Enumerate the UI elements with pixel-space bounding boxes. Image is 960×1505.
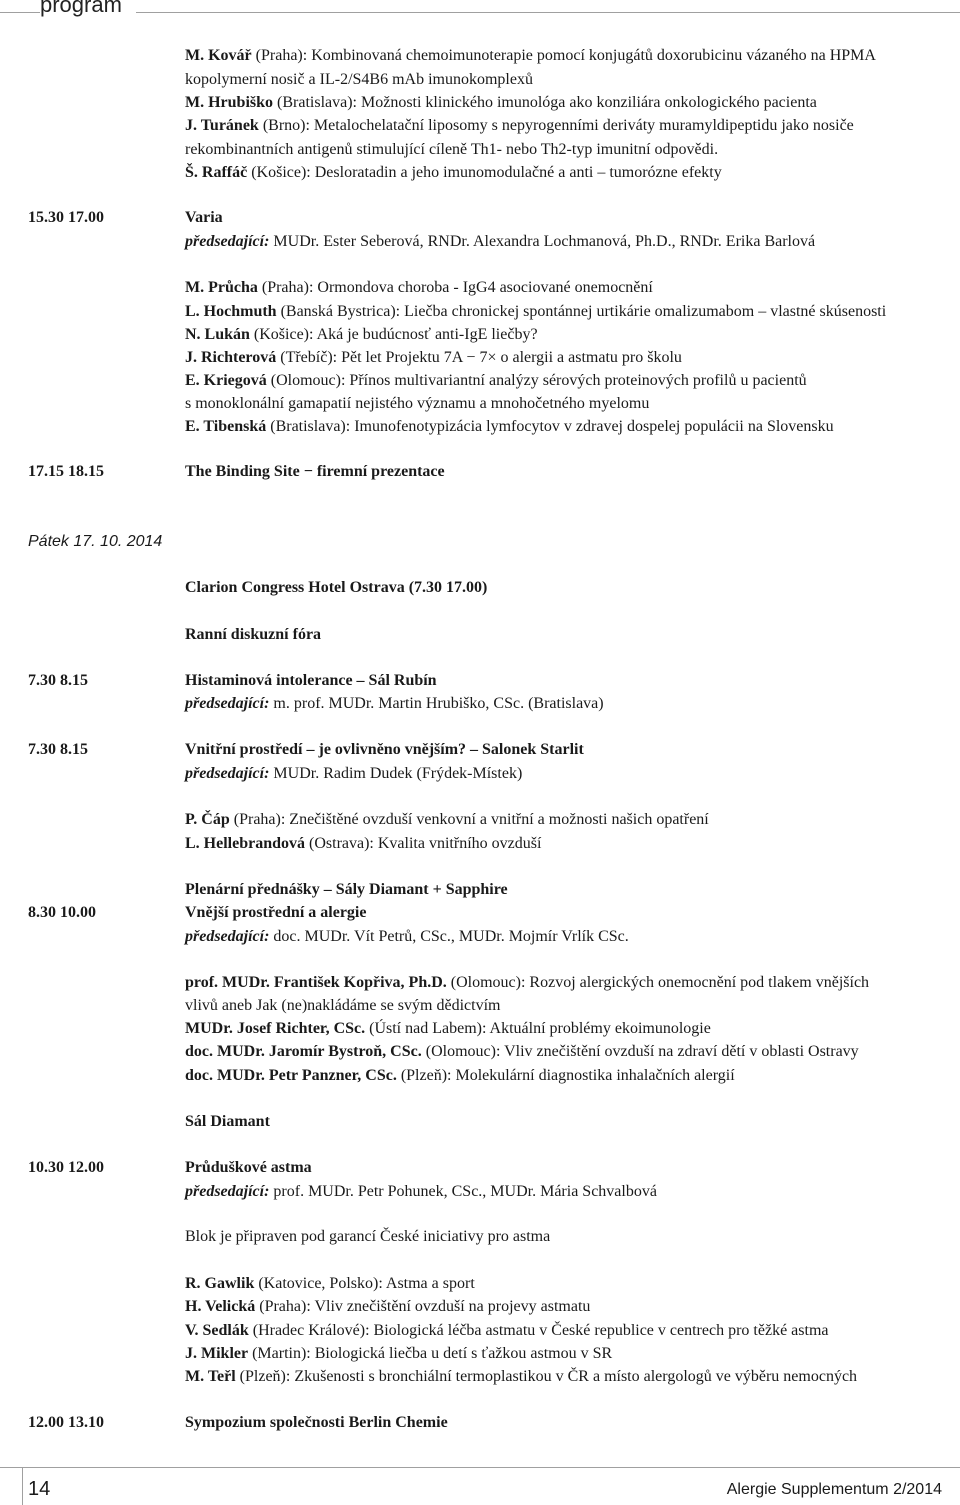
- program-line: [185, 1344, 612, 1364]
- chair-line: [185, 232, 815, 252]
- speaker-name: J. Turánek: [185, 117, 259, 134]
- session-title: Histaminová intolerance – Sál Rubín: [185, 672, 437, 689]
- program-line: [185, 93, 817, 113]
- program-line: [185, 1019, 711, 1039]
- section-heading: [185, 625, 321, 645]
- section-heading: [185, 1112, 270, 1132]
- chair-line: [185, 927, 629, 947]
- session-title: Sympozium společnosti Berlin Chemie: [185, 1414, 448, 1431]
- speaker-name: M. Průcha: [185, 279, 258, 296]
- program-line: [185, 70, 533, 90]
- chair-line: [185, 694, 604, 714]
- line-text: (Katovice, Polsko): Astma a sport: [254, 1275, 475, 1292]
- line-text: kopolymerní nosič a IL-2/S4B6 mAb imunokomplexů: [185, 71, 533, 88]
- program-line: [185, 1367, 857, 1387]
- speaker-name: P. Čáp: [185, 811, 230, 828]
- line-text: (Banská Bystrica): Liečba chronickej spontánnej urtikárie omalizumabom – vlastné skúsenosti: [276, 303, 887, 320]
- speaker-name: Ranní diskuzní fóra: [185, 626, 322, 643]
- speaker-name: H. Velická: [185, 1298, 256, 1315]
- session-time: 12.00 13.10: [28, 1414, 104, 1431]
- line-text: (Praha): Vliv znečištění ovzduší na projevy astmatu: [255, 1298, 591, 1315]
- line-text: (Olomouc): Vliv znečištění ovzduší na zdraví dětí v oblasti Ostravy: [421, 1043, 859, 1060]
- program-line: [185, 394, 649, 414]
- line-text: MUDr. Ester Seberová, RNDr. Alexandra Lochmanová, Ph.D., RNDr. Erika Barlová: [269, 233, 816, 250]
- line-text: rekombinantních antigenů stimulující cíleně Th1- nebo Th2-typ imunitní odpovědi.: [185, 141, 719, 158]
- page-number: 14: [28, 1478, 51, 1500]
- program-line: [185, 163, 722, 183]
- speaker-name: M. Kovář: [185, 47, 252, 64]
- speaker-name: Š. Raffáč: [185, 164, 248, 181]
- session-time: 15.30 17.00: [28, 209, 104, 226]
- chair-label: předsedající:: [185, 695, 270, 712]
- section-heading: [185, 880, 508, 900]
- speaker-name: R. Gawlik: [185, 1275, 255, 1292]
- speaker-name: Clarion Congress Hotel Ostrava (7.30 17.00): [185, 579, 488, 596]
- line-text: m. prof. MUDr. Martin Hrubiško, CSc. (Bratislava): [269, 695, 604, 712]
- line-text: (Olomouc): Přínos multivariantní analýzy sérových proteinových profilů u pacientů: [266, 372, 807, 389]
- line-text: Blok je připraven pod garancí České iniciativy pro astma: [185, 1228, 551, 1245]
- speaker-name: Plenární přednášky – Sály Diamant + Sapphire: [185, 881, 508, 898]
- line-text: vlivů aneb Jak (ne)nakládáme se svým dědictvím: [185, 997, 501, 1014]
- line-text: (Brno): Metalochelatační liposomy s nepyrogenními deriváty muramyldipeptidu jako nosiče: [258, 117, 854, 134]
- speaker-name: J. Richterová: [185, 349, 277, 366]
- program-line: [185, 1066, 735, 1086]
- program-line: [185, 1297, 590, 1317]
- speaker-name: doc. MUDr. Jaromír Bystroň, CSc.: [185, 1043, 422, 1060]
- speaker-name: J. Mikler: [185, 1345, 249, 1362]
- line-text: (Ostrava): Kvalita vnitřního ovzduší: [305, 835, 542, 852]
- program-line: [185, 325, 538, 345]
- program-line: [185, 1274, 475, 1294]
- line-text: MUDr. Radim Dudek (Frýdek-Místek): [269, 765, 523, 782]
- line-text: doc. MUDr. Vít Petrů, CSc., MUDr. Mojmír Vrlík CSc.: [269, 928, 629, 945]
- line-text: (Plzeň): Molekulární diagnostika inhalačních alergií: [396, 1067, 735, 1084]
- day-heading: Pátek 17. 10. 2014: [28, 533, 163, 550]
- line-text: (Bratislava): Možnosti klinického imunológa ako konziliára onkologického pacienta: [273, 94, 817, 111]
- program-line: [185, 996, 500, 1016]
- chair-line: [185, 1182, 657, 1202]
- speaker-name: V. Sedlák: [185, 1322, 249, 1339]
- speaker-name: E. Kriegová: [185, 372, 267, 389]
- speaker-name: L. Hochmuth: [185, 303, 277, 320]
- program-line: [185, 46, 876, 66]
- program-line: [185, 810, 709, 830]
- line-text: (Bratislava): Imunofenotypizácia lymfocytov v zdravej dospelej populácii na Slovensku: [266, 418, 834, 435]
- line-text: (Plzeň): Zkušenosti s bronchiální termoplastikou v ČR a místo alergologů ve výběru nemocných: [235, 1368, 858, 1385]
- line-text: (Třebíč): Pět let Projektu 7A − 7× o alergii a astmatu pro školu: [276, 349, 682, 366]
- line-text: (Hradec Králové): Biologická léčba astmatu v České republice v centrech pro těžké astma: [248, 1322, 829, 1339]
- line-text: (Praha): Znečištěné ovzduší venkovní a vnitřní a možnosti našich opatření: [229, 811, 709, 828]
- session-time: 7.30 8.15: [28, 741, 88, 758]
- chair-line: [185, 764, 522, 784]
- session-time: 8.30 10.00: [28, 904, 96, 921]
- header-rule: [0, 12, 960, 13]
- program-line: [185, 973, 869, 993]
- line-text: (Olomouc): Rozvoj alergických onemocnění pod tlakem vnějších: [446, 974, 870, 991]
- program-line: [185, 371, 807, 391]
- line-text: (Košice): Desloratadin a jeho imunomodulačné a anti – tumorózne efekty: [247, 164, 722, 181]
- speaker-name: E. Tibenská: [185, 418, 267, 435]
- session-time: 17.15 18.15: [28, 463, 104, 480]
- chair-label: předsedající:: [185, 233, 270, 250]
- session-title: The Binding Site − firemní prezentace: [185, 463, 445, 480]
- line-text: prof. MUDr. Petr Pohunek, CSc., MUDr. Mária Schvalbová: [269, 1183, 657, 1200]
- chair-label: předsedající:: [185, 765, 270, 782]
- program-line: [185, 348, 682, 368]
- footer-rule: [0, 1467, 960, 1468]
- line-text: s monoklonální gamapatií nejistého významu a mnohočetného myelomu: [185, 395, 650, 412]
- line-text: (Ústí nad Labem): Aktuální problémy ekoimunologie: [365, 1020, 711, 1037]
- session-title: Vnější prostřední a alergie: [185, 904, 367, 921]
- speaker-name: N. Lukán: [185, 326, 250, 343]
- program-line: [185, 302, 886, 322]
- speaker-name: MUDr. Josef Richter, CSc.: [185, 1020, 366, 1037]
- line-text: (Praha): Kombinovaná chemoimunoterapie pomocí konjugátů doxorubicinu vázaného na HPMA: [251, 47, 876, 64]
- program-line: [185, 1321, 828, 1341]
- section-title: program: [40, 0, 136, 18]
- footer-divider: [22, 1467, 23, 1505]
- session-title: Průduškové astma: [185, 1159, 312, 1176]
- session-title: Varia: [185, 209, 223, 226]
- line-text: (Košice): Aká je budúcnosť anti-IgE liečby?: [249, 326, 538, 343]
- session-title: Vnitřní prostředí – je ovlivněno vnějším? – Salonek Starlit: [185, 741, 584, 758]
- program-line: [185, 1227, 550, 1247]
- program-line: [185, 140, 718, 160]
- line-text: (Praha): Ormondova choroba - IgG4 asociované onemocnění: [257, 279, 653, 296]
- session-time: 7.30 8.15: [28, 672, 88, 689]
- publication-name: Alergie Supplementum 2/2014: [726, 1481, 942, 1498]
- chair-label: předsedající:: [185, 928, 270, 945]
- speaker-name: prof. MUDr. František Kopřiva, Ph.D.: [185, 974, 447, 991]
- section-heading: [185, 578, 487, 598]
- program-line: [185, 1042, 859, 1062]
- session-time: 10.30 12.00: [28, 1159, 104, 1176]
- speaker-name: M. Teřl: [185, 1368, 236, 1385]
- program-line: [185, 417, 834, 437]
- speaker-name: M. Hrubiško: [185, 94, 274, 111]
- program-line: [185, 834, 541, 854]
- program-line: [185, 278, 653, 298]
- speaker-name: L. Hellebrandová: [185, 835, 306, 852]
- line-text: (Martin): Biologická liečba u detí s ťažkou astmou v SR: [248, 1345, 613, 1362]
- chair-label: předsedající:: [185, 1183, 270, 1200]
- program-line: [185, 116, 854, 136]
- speaker-name: Sál Diamant: [185, 1113, 270, 1130]
- speaker-name: doc. MUDr. Petr Panzner, CSc.: [185, 1067, 397, 1084]
